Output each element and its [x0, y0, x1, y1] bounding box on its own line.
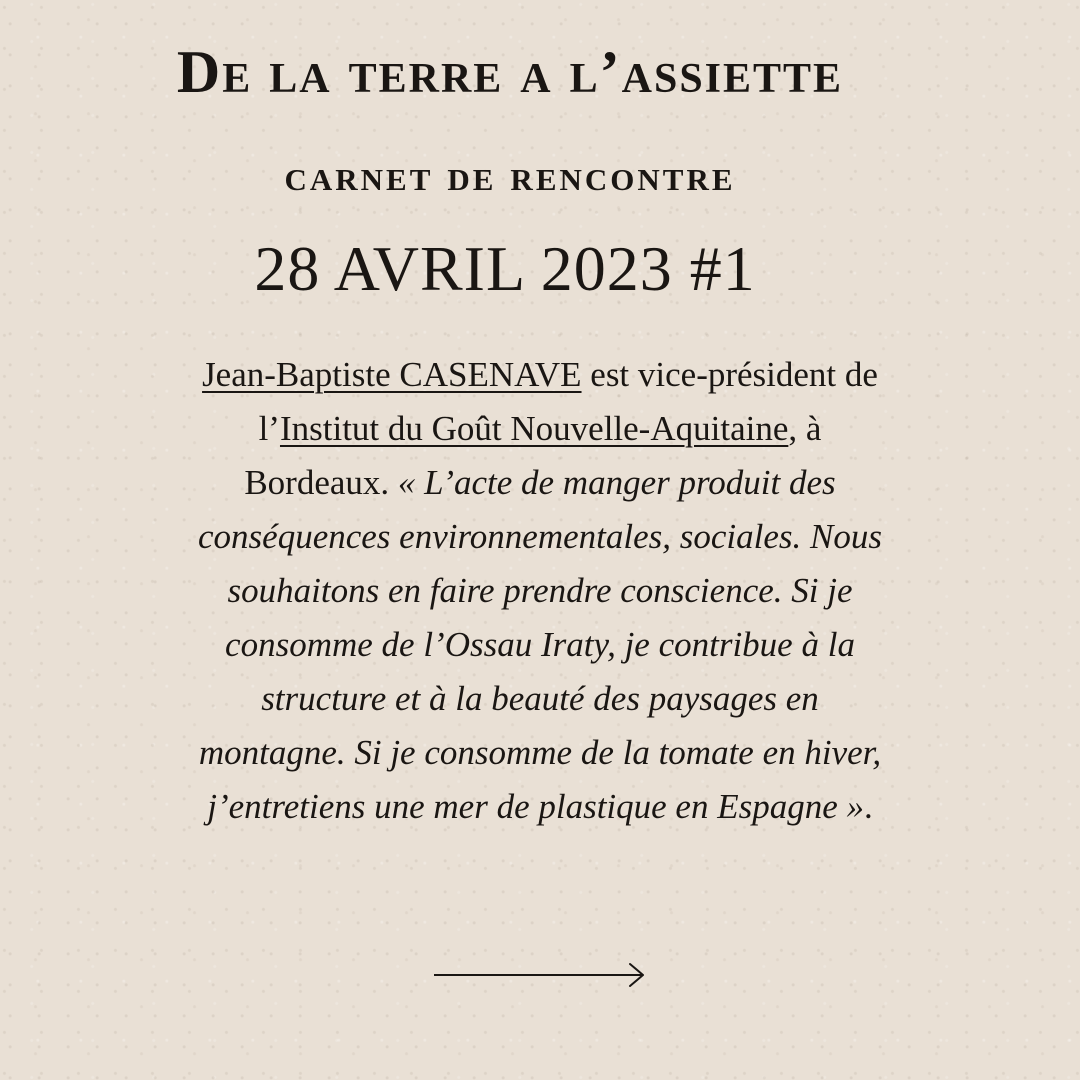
- page-subtitle: carnet de rencontre: [284, 151, 736, 200]
- person-link[interactable]: Jean-Baptiste CASENAVE: [202, 355, 582, 394]
- article-quote: « L’acte de manger produit des conséquences environnementales, sociales. Nous souhaitons en faire prendre conscience. Si je consomme de l’Ossau Iraty, je contribue à la structure et à la beauté des paysages en montagne. Si je consomme de la tomate en hiver, j’entretiens une mer de plastique en Espagne »: [198, 463, 882, 826]
- article-end: .: [864, 787, 873, 826]
- page-title: De la terre a l’assiette: [176, 39, 844, 105]
- article-text-2: , à Bordeaux.: [244, 409, 822, 502]
- article-body: [190, 348, 890, 834]
- arrow-right-icon[interactable]: [432, 958, 648, 992]
- article-text-1: est vice-président de l’: [258, 355, 878, 448]
- issue-date: 28 AVRIL 2023 #1: [254, 233, 756, 304]
- institute-link[interactable]: Institut du Goût Nouvelle-Aquitaine: [279, 409, 789, 448]
